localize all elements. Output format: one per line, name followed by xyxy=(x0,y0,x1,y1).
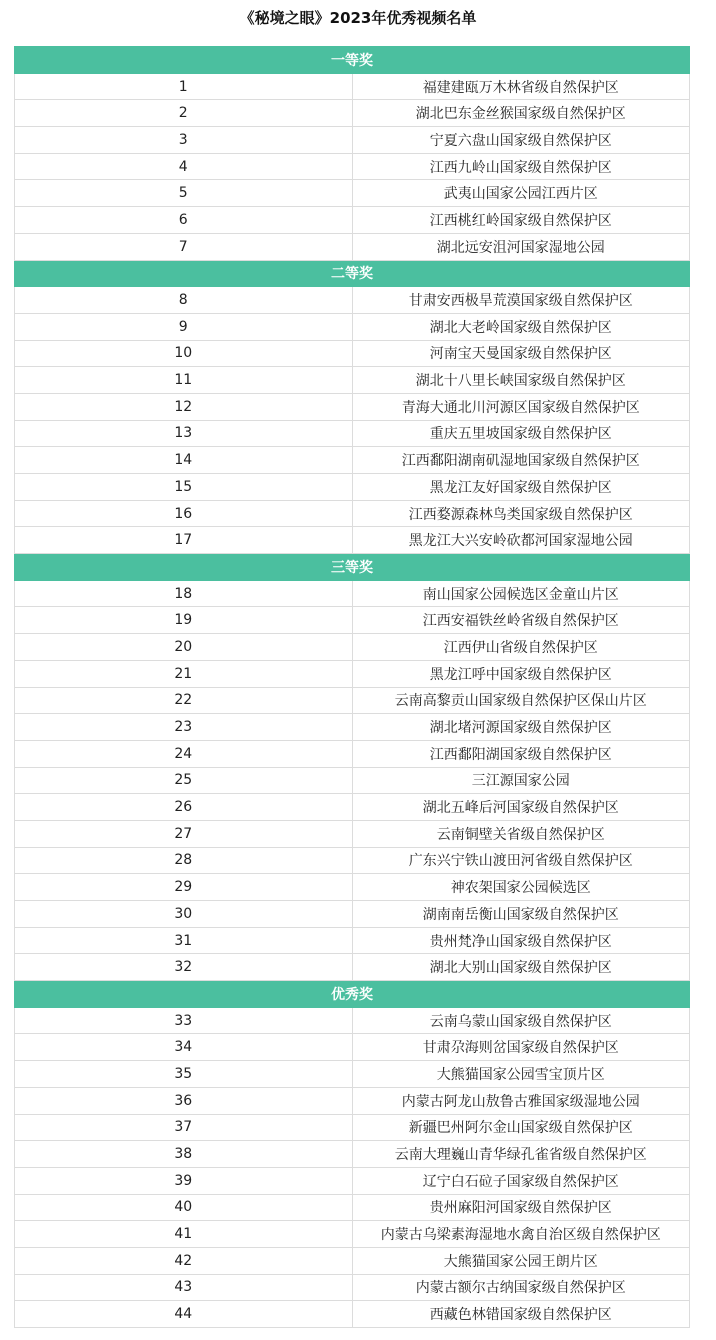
row-number: 43 xyxy=(15,1274,353,1301)
table-row xyxy=(15,313,690,340)
reserve-name: 江西伊山省级自然保护区 xyxy=(352,634,690,661)
reserve-name: 湖北十八里长峡国家级自然保护区 xyxy=(352,367,690,394)
reserve-name: 湖南南岳衡山国家级自然保护区 xyxy=(352,901,690,928)
row-number: 27 xyxy=(15,820,353,847)
table-row xyxy=(15,393,690,420)
table-row xyxy=(15,660,690,687)
table-row xyxy=(15,1221,690,1248)
reserve-name: 大熊猫国家公园王朗片区 xyxy=(352,1247,690,1274)
table-row xyxy=(15,874,690,901)
reserve-name: 内蒙古额尔古纳国家级自然保护区 xyxy=(352,1274,690,1301)
row-number: 14 xyxy=(15,447,353,474)
reserve-name: 江西鄱阳湖南矶湿地国家级自然保护区 xyxy=(352,447,690,474)
row-number: 3 xyxy=(15,127,353,154)
table-row xyxy=(15,127,690,154)
row-number: 5 xyxy=(15,180,353,207)
row-number: 36 xyxy=(15,1087,353,1114)
table-row xyxy=(15,634,690,661)
row-number: 26 xyxy=(15,794,353,821)
row-number: 13 xyxy=(15,420,353,447)
table-row xyxy=(15,1301,690,1328)
table-row xyxy=(15,73,690,100)
table-row xyxy=(15,1274,690,1301)
reserve-name: 广东兴宁铁山渡田河省级自然保护区 xyxy=(352,847,690,874)
reserve-name: 内蒙古阿龙山敖鲁古雅国家级湿地公园 xyxy=(352,1087,690,1114)
row-number: 1 xyxy=(15,73,353,100)
row-number: 40 xyxy=(15,1194,353,1221)
row-number: 24 xyxy=(15,740,353,767)
table-row xyxy=(15,580,690,607)
row-number: 39 xyxy=(15,1167,353,1194)
row-number: 31 xyxy=(15,927,353,954)
table-row xyxy=(15,367,690,394)
row-number: 42 xyxy=(15,1247,353,1274)
reserve-name: 湖北远安沮河国家湿地公园 xyxy=(352,233,690,260)
row-number: 44 xyxy=(15,1301,353,1328)
table-row xyxy=(15,233,690,260)
table-row xyxy=(15,1114,690,1141)
reserve-name: 宁夏六盘山国家级自然保护区 xyxy=(352,127,690,154)
row-number: 38 xyxy=(15,1141,353,1168)
row-number: 17 xyxy=(15,527,353,554)
row-number: 11 xyxy=(15,367,353,394)
section-header-row xyxy=(15,981,690,1008)
row-number: 21 xyxy=(15,660,353,687)
table-row xyxy=(15,1087,690,1114)
reserve-name: 江西安福铁丝岭省级自然保护区 xyxy=(352,607,690,634)
reserve-name: 神农架国家公园候选区 xyxy=(352,874,690,901)
reserve-name: 西藏色林错国家级自然保护区 xyxy=(352,1301,690,1328)
table-row xyxy=(15,1167,690,1194)
reserve-name: 青海大通北川河源区国家级自然保护区 xyxy=(352,393,690,420)
table-row xyxy=(15,954,690,981)
row-number: 29 xyxy=(15,874,353,901)
row-number: 6 xyxy=(15,207,353,234)
page-title: 《秘境之眼》2023年优秀视频名单 xyxy=(239,9,477,27)
reserve-name: 黑龙江呼中国家级自然保护区 xyxy=(352,660,690,687)
reserve-name: 黑龙江大兴安岭砍都河国家湿地公园 xyxy=(352,527,690,554)
row-number: 20 xyxy=(15,634,353,661)
table-row xyxy=(15,687,690,714)
reserve-name: 黑龙江友好国家级自然保护区 xyxy=(352,474,690,501)
reserve-name: 云南高黎贡山国家级自然保护区保山片区 xyxy=(352,687,690,714)
row-number: 19 xyxy=(15,607,353,634)
row-number: 35 xyxy=(15,1061,353,1088)
table-row xyxy=(15,794,690,821)
reserve-name: 湖北巴东金丝猴国家级自然保护区 xyxy=(352,100,690,127)
reserve-name: 江西鄱阳湖国家级自然保护区 xyxy=(352,740,690,767)
reserve-name: 湖北五峰后河国家级自然保护区 xyxy=(352,794,690,821)
reserve-name: 贵州梵净山国家级自然保护区 xyxy=(352,927,690,954)
section-header-row xyxy=(15,554,690,581)
table-row xyxy=(15,287,690,314)
reserve-name: 江西桃红岭国家级自然保护区 xyxy=(352,207,690,234)
table-row xyxy=(15,1247,690,1274)
table-row xyxy=(15,527,690,554)
row-number: 9 xyxy=(15,313,353,340)
row-number: 23 xyxy=(15,714,353,741)
table-row xyxy=(15,820,690,847)
reserve-name: 大熊猫国家公园雪宝顶片区 xyxy=(352,1061,690,1088)
table-row xyxy=(15,1194,690,1221)
reserve-name: 江西九岭山国家级自然保护区 xyxy=(352,153,690,180)
reserve-name: 江西婺源森林鸟类国家级自然保护区 xyxy=(352,500,690,527)
row-number: 22 xyxy=(15,687,353,714)
row-number: 33 xyxy=(15,1007,353,1034)
section-header-row xyxy=(15,47,690,74)
table-row xyxy=(15,500,690,527)
row-number: 16 xyxy=(15,500,353,527)
row-number: 34 xyxy=(15,1034,353,1061)
row-number: 28 xyxy=(15,847,353,874)
reserve-name: 甘肃尕海则岔国家级自然保护区 xyxy=(352,1034,690,1061)
row-number: 4 xyxy=(15,153,353,180)
row-number: 30 xyxy=(15,901,353,928)
award-list-table xyxy=(14,46,690,1328)
reserve-name: 南山国家公园候选区金童山片区 xyxy=(352,580,690,607)
reserve-name: 湖北大别山国家级自然保护区 xyxy=(352,954,690,981)
table-row xyxy=(15,153,690,180)
row-number: 7 xyxy=(15,233,353,260)
row-number: 32 xyxy=(15,954,353,981)
award-list-body xyxy=(15,47,690,1328)
row-number: 25 xyxy=(15,767,353,794)
table-row xyxy=(15,207,690,234)
reserve-name: 三江源国家公园 xyxy=(352,767,690,794)
row-number: 37 xyxy=(15,1114,353,1141)
table-row xyxy=(15,901,690,928)
table-row xyxy=(15,474,690,501)
section-header-row xyxy=(15,260,690,287)
table-row xyxy=(15,420,690,447)
table-row xyxy=(15,1061,690,1088)
reserve-name: 武夷山国家公园江西片区 xyxy=(352,180,690,207)
table-row xyxy=(15,740,690,767)
table-row xyxy=(15,1007,690,1034)
table-row xyxy=(15,180,690,207)
row-number: 12 xyxy=(15,393,353,420)
row-number: 18 xyxy=(15,580,353,607)
row-number: 2 xyxy=(15,100,353,127)
reserve-name: 辽宁白石砬子国家级自然保护区 xyxy=(352,1167,690,1194)
table-row xyxy=(15,340,690,367)
reserve-name: 云南大理巍山青华绿孔雀省级自然保护区 xyxy=(352,1141,690,1168)
table-row xyxy=(15,847,690,874)
row-number: 41 xyxy=(15,1221,353,1248)
table-row xyxy=(15,607,690,634)
row-number: 15 xyxy=(15,474,353,501)
reserve-name: 福建建瓯万木林省级自然保护区 xyxy=(352,73,690,100)
reserve-name: 重庆五里坡国家级自然保护区 xyxy=(352,420,690,447)
reserve-name: 湖北堵河源国家级自然保护区 xyxy=(352,714,690,741)
table-row xyxy=(15,927,690,954)
reserve-name: 河南宝天曼国家级自然保护区 xyxy=(352,340,690,367)
reserve-name: 云南铜壁关省级自然保护区 xyxy=(352,820,690,847)
reserve-name: 内蒙古乌梁素海湿地水禽自治区级自然保护区 xyxy=(352,1221,690,1248)
section-heading: 三等奖 xyxy=(15,554,690,581)
section-heading: 优秀奖 xyxy=(15,981,690,1008)
table-row xyxy=(15,714,690,741)
table-row xyxy=(15,447,690,474)
section-heading: 一等奖 xyxy=(15,47,690,74)
table-row xyxy=(15,767,690,794)
reserve-name: 贵州麻阳河国家级自然保护区 xyxy=(352,1194,690,1221)
reserve-name: 甘肃安西极旱荒漠国家级自然保护区 xyxy=(352,287,690,314)
table-row xyxy=(15,1034,690,1061)
section-heading: 二等奖 xyxy=(15,260,690,287)
reserve-name: 新疆巴州阿尔金山国家级自然保护区 xyxy=(352,1114,690,1141)
table-row xyxy=(15,100,690,127)
row-number: 10 xyxy=(15,340,353,367)
table-row xyxy=(15,1141,690,1168)
reserve-name: 云南乌蒙山国家级自然保护区 xyxy=(352,1007,690,1034)
reserve-name: 湖北大老岭国家级自然保护区 xyxy=(352,313,690,340)
row-number: 8 xyxy=(15,287,353,314)
